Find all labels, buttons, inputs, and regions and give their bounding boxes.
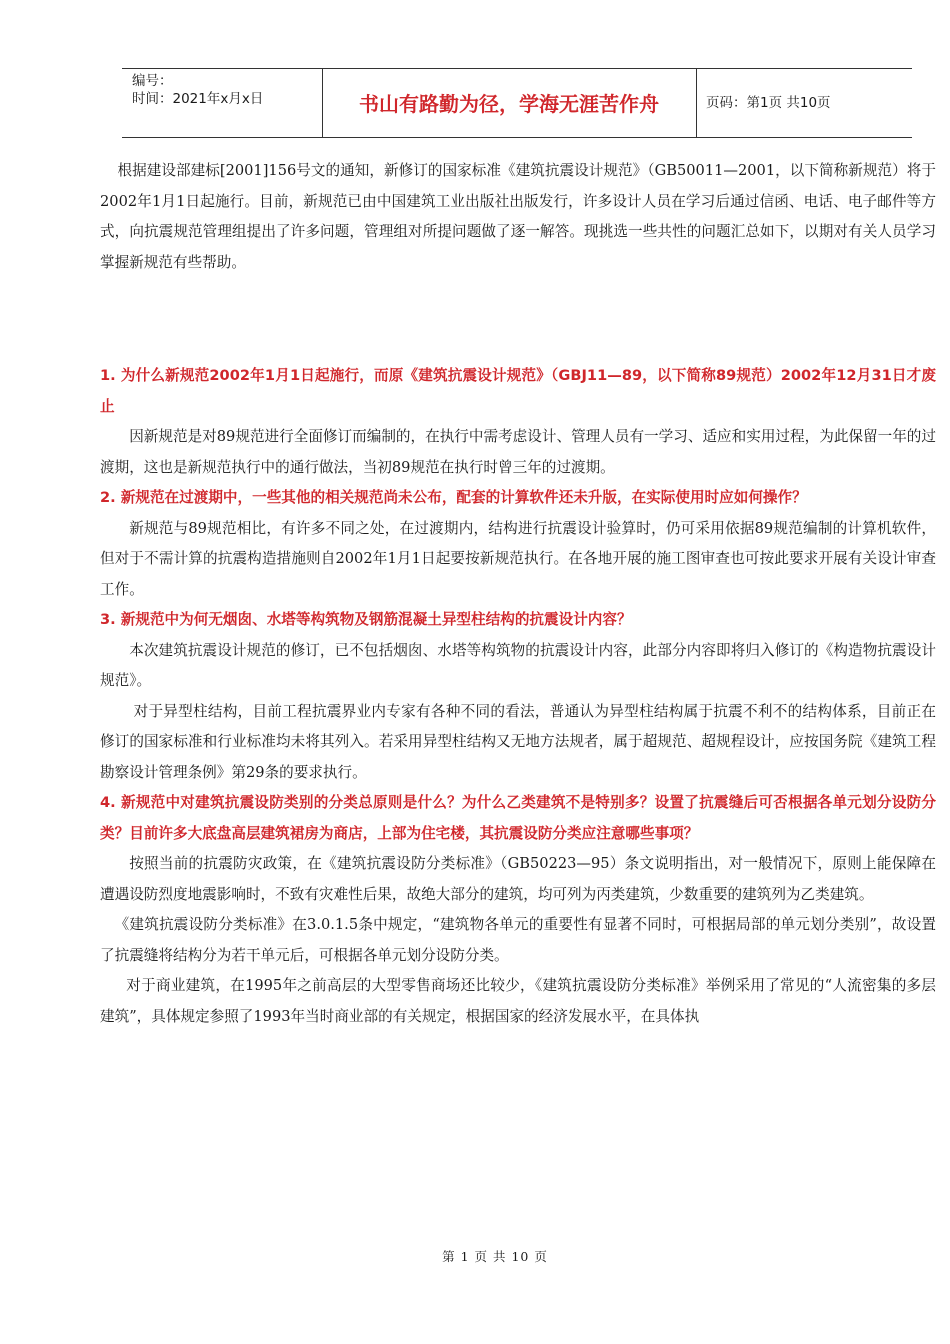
header-info-cell: [122, 69, 323, 137]
answer-2-paragraph: 新规范与89规范相比，有许多不同之处，在过渡期内，结构进行抗震设计验算时，仍可采用依据89规范编制的计算机软件，但对于不需计算的抗震构造措施则自2002年1月1日起要按新规范执行。在各地开展的施工图审查也可按此要求开展有关设计审查工作。: [100, 519, 936, 598]
answer-4-paragraph-1: 按照当前的抗震防灾政策，在《建筑抗震设防分类标准》（GB50223—95）条文说明指出，对一般情况下，原则上能保障在遭遇设防烈度地震影响时，不致有灾难性后果，故绝大部分的建筑，均可列为丙类建筑，少数重要的建筑列为乙类建筑。: [100, 855, 936, 903]
header-motto: 书山有路勤为径，学海无涯苦作舟: [359, 92, 659, 116]
document-number-label: 编号：: [132, 73, 173, 89]
answer-3-paragraph-1: 本次建筑抗震设计规范的修订，已不包括烟囱、水塔等构筑物的抗震设计内容，此部分内容即将归入修订的《构造物抗震设计规范》。: [100, 641, 936, 689]
question-1: 1. 为什么新规范2002年1月1日起施行，而原《建筑抗震设计规范》（GBJ11—89，以下简称89规范）2002年12月31日才废止: [100, 367, 936, 415]
answer-1-paragraph: 因新规范是对89规范进行全面修订而编制的，在执行中需考虑设计、管理人员有一学习、适应和实用过程，为此保留一年的过渡期，这也是新规范执行中的通行做法，当初89规范在执行时曾三年的过渡期。: [100, 428, 936, 476]
question-4: 4. 新规范中对建筑抗震设防类别的分类总原则是什么？为什么乙类建筑不是特别多？设置了抗震缝后可否根据各单元划分设防分类？目前许多大底盘高层建筑裙房为商店，上部为住宅楼，其抗震设防分类应注意哪些事项？: [100, 794, 936, 842]
answer-3-paragraph-2: 对于异型柱结构，目前工程抗震界业内专家有各种不同的看法，普通认为异型柱结构属于抗震不利不的结构体系，目前正在修订的国家标准和行业标准均未将其列入。若采用异型柱结构又无地方法规者，属于超规范、超规程设计，应按国务院《建筑工程勘察设计管理条例》第29条的要求执行。: [100, 702, 936, 781]
intro-paragraph: 根据建设部建标[2001]156号文的通知，新修订的国家标准《建筑抗震设计规范》（GB50011—2001，以下简称新规范）将于2002年1月1日起施行。目前，新规范已由中国建筑工业出版社出版发行，许多设计人员在学习后通过信函、电话、电子邮件等方式，向抗震规范管理组提出了许多问题，管理组对所提问题做了逐一解答。现挑选一些共性的问题汇总如下，以期对有关人员学习掌握新规范有些帮助。: [100, 162, 936, 271]
answer-4-paragraph-3: 对于商业建筑，在1995年之前高层的大型零售商场还比较少，《建筑抗震设防分类标准》举例采用了常见的“人流密集的多层建筑”，具体规定参照了1993年当时商业部的有关规定，根据国家的经济发展水平，在具体执: [100, 977, 936, 1025]
header-page-info: 页码：第1页 共10页: [706, 95, 831, 111]
question-3: 3. 新规范中为何无烟囱、水塔等构筑物及钢筋混凝土异型柱结构的抗震设计内容？: [100, 611, 632, 628]
answer-4-paragraph-2: 《建筑抗震设防分类标准》在3.0.1.5条中规定，“建筑物各单元的重要性有显著不同时，可根据局部的单元划分类别”，故设置了抗震缝将结构分为若干单元后，可根据各单元划分设防分类。: [100, 916, 936, 964]
document-body: [100, 156, 936, 1032]
header-page-cell: [696, 69, 912, 137]
document-time-label: 时间：2021年x月x日: [132, 91, 264, 107]
header-motto-cell: [322, 69, 697, 137]
question-2: 2. 新规范在过渡期中，一些其他的相关规范尚未公布，配套的计算软件还未升版，在实际使用时应如何操作？: [100, 489, 807, 506]
page-footer: 第 1 页 共 10 页: [442, 1249, 548, 1264]
document-header: [122, 68, 912, 138]
